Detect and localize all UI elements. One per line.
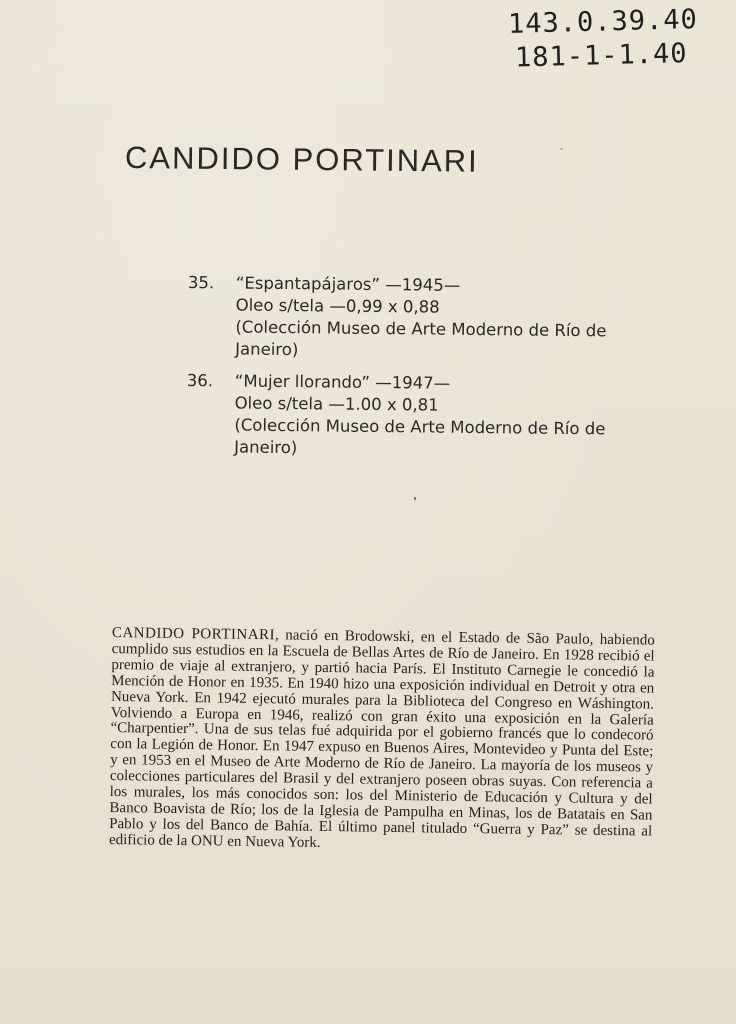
works-list bbox=[186, 272, 668, 473]
biography-text: , nació en Brodowski, en el Estado de São Paulo, habiendo cumplido sus estudios en la Escuela de Bellas Artes de Río de Janeiro. En 1928 recibió el premio de viaje al extranjero, y partió hacia París. El Instituto Carnegie le concedió la Mención de Honor en 1935. En 1940 hizo una exposición individual en Detroit y otra en Nueva York. En 1942 ejecutó murales para la Biblioteca del Congreso en Wáshington. Volviendo a Europa en 1946, realizó con gran éxito una exposición en la Galería “Charpentier”. Una de sus telas fué adquirida por el gobierno francés que lo condecoró con la Legión de Honor. En 1947 expuso en Buenos Aires, Montevideo y Punta del Este; y en 1953 en el Museo de Arte Moderno de Río de Janeiro. La mayoría de los museos y colecciones particulares del Brasil y del extranjero poseen obras suyas. Con referencia a los murales, los más conocidos son: los del Ministerio de Educación y Cultura y del Banco Boavista de Río; los de la Iglesia de Pampulha en Minas, los de Batatais en San Pablo y los del Banco de Bahía. El último panel titulado “Guerra y Paz” se destina al edificio de la ONU en Nueva York. bbox=[108, 627, 655, 851]
paper-speck bbox=[560, 148, 563, 150]
work-collection-line-end: Janeiro) bbox=[234, 437, 298, 458]
work-medium-line: Oleo s/tela —1.00 x 0,81 bbox=[234, 393, 439, 415]
paper-speck bbox=[414, 497, 416, 500]
work-entry-35 bbox=[187, 272, 668, 365]
page-title: CANDIDO PORTINARI bbox=[124, 140, 479, 179]
work-number: 36. bbox=[186, 370, 214, 391]
work-collection-line: (Colección Museo de Arte Moderno de Río de bbox=[234, 415, 606, 439]
work-medium-line: Oleo s/tela —0,99 x 0,88 bbox=[235, 295, 440, 317]
work-entry-36 bbox=[186, 370, 667, 463]
work-title-line: “Espantapájaros” —1945— bbox=[235, 273, 461, 295]
work-collection-line-end: Janeiro) bbox=[235, 339, 299, 360]
artist-biography bbox=[109, 626, 655, 856]
work-number: 35. bbox=[187, 272, 215, 293]
archive-code-handwritten-second: 181-1-1.40 bbox=[515, 38, 689, 74]
work-title-line: “Mujer llorando” —1947— bbox=[234, 371, 451, 393]
work-collection-line: (Colección Museo de Arte Moderno de Río de bbox=[235, 317, 607, 341]
archive-code-handwritten: 143.0.39.40 bbox=[507, 4, 699, 40]
biography-artist-name: CANDIDO PORTINARI bbox=[111, 625, 276, 644]
